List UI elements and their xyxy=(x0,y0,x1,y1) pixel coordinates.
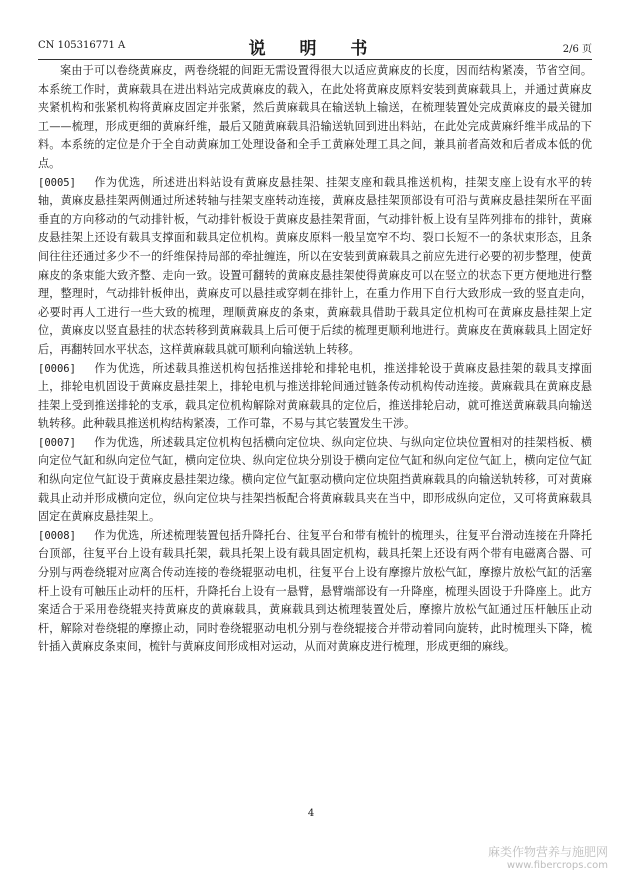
paragraph-number: [0006] xyxy=(38,362,76,375)
paragraph-continuation xyxy=(38,62,592,174)
paragraph-0007 xyxy=(38,434,592,527)
body-text xyxy=(38,62,592,657)
paragraph-text: 作为优选，所述进出料站设有黄麻皮悬挂架、挂架支座和载具推送机构，挂架支座上设有水平的转轴，黄麻皮悬挂架两侧通过所述转轴与挂架支座转动连接，黄麻皮悬挂架顶部设有可沿与黄麻皮悬挂架所在平面垂直的方向移动的气动排针板，气动排针板设于黄麻皮悬挂架背面，气动排针板上设有呈阵列排布的排针，黄麻皮悬挂架上还设有载具支撑面和载具定位机构。黄麻皮原料一般呈宽窄不均、裂口长短不一的条状束形态，且条间往往还通过多少不一的纤维保持局部的牵扯缠连，所以在安装到黄麻载具之前应先进行必要的初步整理，使黄麻皮的条束能大致齐整、走向一致。设置可翻转的黄麻皮悬挂架使得黄麻皮可以在竖立的状态下更方便地进行整理，整理时，气动排针板伸出，黄麻皮可以悬挂或穿刺在排针上，在重力作用下自行大致形成一致的竖直走向，必要时再人工进行一些大致的梳理，理顺黄麻皮的条束，黄麻载具借助于载具定位机构可在黄麻皮悬挂架上定位，黄麻皮以竖直悬挂的状态转移到黄麻载具上后可便于后续的梳理更顺利地进行。黄麻皮在黄麻载具上固定好后，再翻转回水平状态，这样黄麻载具就可顺利向输送轨上转移。 xyxy=(38,175,592,356)
page-header xyxy=(38,34,592,58)
page-info: 2/6 页 xyxy=(562,44,592,55)
paragraph-number: [0008] xyxy=(38,529,76,542)
paragraph-0008 xyxy=(38,527,592,657)
paragraph-number: [0005] xyxy=(38,176,76,189)
watermark-line1: 麻类作物营养与施肥网 xyxy=(487,845,608,859)
page-number: 4 xyxy=(307,808,315,819)
header-rule xyxy=(38,59,592,60)
paragraph-text: 作为优选，所述梳理装置包括升降托台、往复平台和带有梳针的梳理头，往复平台滑动连接在升降托台顶部，往复平台上设有载具托架，载具托架上设有载具固定机构，载具托架上还设有两个带有电磁离合器、可分别与两卷绕辊对应离合传动连接的卷绕辊驱动电机，往复平台上设有摩擦片放松气缸，摩擦片放松气缸的活塞杆上设有可触压止动杆的压杆，升降托台上设有一悬臂，悬臂端部设有一升降座，梳理头固设于升降座上。此方案适合于采用卷绕辊夹持黄麻皮的黄麻载具，黄麻载具到达梳理装置处后，摩擦片放松气缸通过压杆触压止动杆，解除对卷绕辊的摩擦止动，同时卷绕辊驱动电机分别与卷绕辊接合并带动着同向旋转，此时梳理头下降，梳针插入黄麻皮条束间，梳针与黄麻皮间形成相对运动，从而对黄麻皮进行梳理，形成更细的麻线。 xyxy=(38,528,592,654)
paragraph-number: [0007] xyxy=(38,436,76,449)
watermark xyxy=(488,846,608,872)
watermark-line2: www.fibercrops.com xyxy=(506,860,608,871)
paragraph-text: 作为优选，所述载具定位机构包括横向定位块、纵向定位块、与纵向定位块位置相对的挂架档板、横向定位气缸和纵向定位气缸，横向定位块、纵向定位块分别设于横向定位气缸和纵向定位气缸上，横向定位气缸和纵向定位气缸设于黄麻皮悬挂架边缘。横向定位气缸驱动横向定位块阻挡黄麻载具的向输送轨转移，可对黄麻载具止动并形成横向定位，纵向定位块与挂架挡板配合将黄麻载具夹在当中，即形成纵向定位，又可将黄麻载具固定在黄麻皮悬挂架上。 xyxy=(38,435,592,524)
paragraph-0006 xyxy=(38,360,592,434)
paragraph-text: 作为优选，所述载具推送机构包括推送排轮和排轮电机，推送排轮设于黄麻皮悬挂架的载具支撑面上，排轮电机固设于黄麻皮悬挂架上，排轮电机与推送排轮间通过链条传动机构传动连接。黄麻载具在黄麻皮悬挂架上受到推送排轮的支承，载具定位机构解除对黄麻载具的定位后，推送排轮启动，就可推送黄麻载具向输送轨转移。此种载具推送机构结构紧凑，工作可靠，不易与其它装置发生干涉。 xyxy=(38,361,592,431)
patent-number: CN 105316771 A xyxy=(38,40,126,51)
document-title: 说 明 书 xyxy=(248,39,382,59)
paragraph-0005 xyxy=(38,174,592,360)
paragraph-text: 案由于可以卷绕黄麻皮，两卷绕辊的间距无需设置得很大以适应黄麻皮的长度，因而结构紧凑，节省空间。本系统工作时，黄麻载具在进出料站完成黄麻皮的载入，在此处将黄麻皮原料安装到黄麻载具上，并通过黄麻皮夹紧机构和张紧机构将黄麻皮固定并张紧，然后黄麻载具在输送轨上输送，在梳理装置处完成黄麻皮的最关键加工——梳理，形成更细的黄麻纤维，最后又随黄麻载具沿输送轨回到进出料站，在此处完成黄麻纤维半成品的下料。本系统的定位是介于全自动黄麻加工处理设备和全手工黄麻处理工具之间，兼具前者高效和后者成本低的优点。 xyxy=(38,64,592,170)
